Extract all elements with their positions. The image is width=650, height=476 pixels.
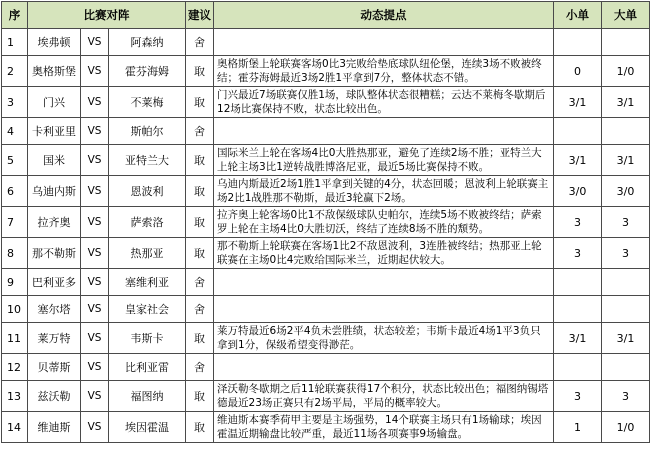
vs-label: VS	[81, 207, 109, 238]
big-bet: 3	[602, 207, 650, 238]
away-team: 比利亚雷	[109, 354, 186, 381]
away-team: 埃因霍温	[109, 412, 186, 443]
small-bet	[554, 29, 602, 56]
match-note: 国际米兰上轮在客场4比0大胜热那亚，避免了连续2场不胜；亚特兰大上轮主场3比1逆转战胜博洛尼亚，最近5场比赛保持不败。	[214, 145, 554, 176]
match-note	[214, 296, 554, 323]
small-bet	[554, 296, 602, 323]
table-row	[2, 176, 650, 207]
small-bet: 3/0	[554, 176, 602, 207]
vs-label: VS	[81, 238, 109, 269]
big-bet: 3	[602, 238, 650, 269]
match-note	[214, 118, 554, 145]
match-note: 泽沃勒冬歇期之后11轮联赛获得17个积分，状态比较出色；福图纳锡塔德最近23场正赛只有2场平局，平局的概率较大。	[214, 381, 554, 412]
vs-label: VS	[81, 29, 109, 56]
table-row	[2, 354, 650, 381]
away-team: 阿森纳	[109, 29, 186, 56]
home-team: 那不勒斯	[28, 238, 81, 269]
vs-label: VS	[81, 296, 109, 323]
match-note: 门兴最近7场联赛仅胜1场，球队整体状态很糟糕；云达不莱梅冬歇期后12场比赛保持不败，状态比较出色。	[214, 87, 554, 118]
small-bet: 3/1	[554, 87, 602, 118]
home-team: 拉齐奥	[28, 207, 81, 238]
home-team: 乌迪内斯	[28, 176, 81, 207]
vs-label: VS	[81, 87, 109, 118]
pick-value: 取	[186, 87, 214, 118]
home-team: 国米	[28, 145, 81, 176]
table-row	[2, 412, 650, 443]
row-number: 5	[2, 145, 28, 176]
match-note	[214, 354, 554, 381]
away-team: 恩波利	[109, 176, 186, 207]
big-bet	[602, 354, 650, 381]
table-row	[2, 207, 650, 238]
row-number: 12	[2, 354, 28, 381]
pick-value: 取	[186, 412, 214, 443]
home-team: 门兴	[28, 87, 81, 118]
vs-label: VS	[81, 176, 109, 207]
away-team: 皇家社会	[109, 296, 186, 323]
table-row	[2, 87, 650, 118]
row-number: 13	[2, 381, 28, 412]
big-bet: 1/0	[602, 412, 650, 443]
vs-label: VS	[81, 381, 109, 412]
match-note	[214, 269, 554, 296]
small-bet: 3/1	[554, 145, 602, 176]
header-small: 小单	[554, 2, 602, 29]
header-notes: 动态提点	[214, 2, 554, 29]
table-row	[2, 381, 650, 412]
table-header-row	[2, 2, 650, 29]
big-bet	[602, 269, 650, 296]
pick-value: 取	[186, 381, 214, 412]
pick-value: 取	[186, 323, 214, 354]
small-bet: 1	[554, 412, 602, 443]
small-bet: 3	[554, 207, 602, 238]
vs-label: VS	[81, 118, 109, 145]
pick-value: 取	[186, 56, 214, 87]
match-note: 乌迪内斯最近2场1胜1平拿到关键的4分，状态回暖；恩波利上轮联赛主场2比1战胜那不勒斯，最近3轮赢下2场。	[214, 176, 554, 207]
pick-value: 舍	[186, 269, 214, 296]
row-number: 9	[2, 269, 28, 296]
header-no: 序	[2, 2, 28, 29]
big-bet: 3/1	[602, 87, 650, 118]
header-match: 比赛对阵	[28, 2, 186, 29]
home-team: 卡利亚里	[28, 118, 81, 145]
home-team: 塞尔塔	[28, 296, 81, 323]
away-team: 萨索洛	[109, 207, 186, 238]
vs-label: VS	[81, 145, 109, 176]
pick-value: 舍	[186, 29, 214, 56]
table-row	[2, 269, 650, 296]
row-number: 4	[2, 118, 28, 145]
big-bet: 3/1	[602, 323, 650, 354]
row-number: 7	[2, 207, 28, 238]
pick-value: 舍	[186, 296, 214, 323]
vs-label: VS	[81, 56, 109, 87]
home-team: 兹沃勒	[28, 381, 81, 412]
row-number: 11	[2, 323, 28, 354]
row-number: 14	[2, 412, 28, 443]
small-bet	[554, 354, 602, 381]
match-note	[214, 29, 554, 56]
away-team: 福图纳	[109, 381, 186, 412]
home-team: 埃弗顿	[28, 29, 81, 56]
home-team: 莱万特	[28, 323, 81, 354]
table-row	[2, 323, 650, 354]
pick-value: 取	[186, 176, 214, 207]
header-pick: 建议	[186, 2, 214, 29]
small-bet: 3/1	[554, 323, 602, 354]
match-note: 那不勒斯上轮联赛在客场1比2不敌恩波利，3连胜被终结；热那亚上轮联赛在主场0比4完败给国际米兰，近期起伏较大。	[214, 238, 554, 269]
home-team: 维迪斯	[28, 412, 81, 443]
small-bet: 3	[554, 238, 602, 269]
row-number: 8	[2, 238, 28, 269]
match-note: 维迪斯本赛季荷甲主要是主场强势，14个联赛主场只有1场输球；埃因霍温近期输盘比较严重，最近11场各项赛事9场输盘。	[214, 412, 554, 443]
row-number: 10	[2, 296, 28, 323]
pick-value: 舍	[186, 118, 214, 145]
big-bet: 1/0	[602, 56, 650, 87]
vs-label: VS	[81, 269, 109, 296]
vs-label: VS	[81, 354, 109, 381]
vs-label: VS	[81, 412, 109, 443]
big-bet: 3/0	[602, 176, 650, 207]
table-row	[2, 29, 650, 56]
home-team: 奥格斯堡	[28, 56, 81, 87]
row-number: 6	[2, 176, 28, 207]
pick-value: 取	[186, 207, 214, 238]
away-team: 塞维利亚	[109, 269, 186, 296]
vs-label: VS	[81, 323, 109, 354]
big-bet: 3/1	[602, 145, 650, 176]
table-row	[2, 56, 650, 87]
table-row	[2, 238, 650, 269]
table-row	[2, 118, 650, 145]
pick-value: 取	[186, 145, 214, 176]
away-team: 不莱梅	[109, 87, 186, 118]
table-row	[2, 145, 650, 176]
small-bet	[554, 118, 602, 145]
big-bet: 3	[602, 381, 650, 412]
away-team: 韦斯卡	[109, 323, 186, 354]
away-team: 斯帕尔	[109, 118, 186, 145]
table-row	[2, 296, 650, 323]
match-note: 莱万特最近6场2平4负未尝胜绩，状态较差；韦斯卡最近4场1平3负只拿到1分，保级希望变得渺茫。	[214, 323, 554, 354]
match-note: 拉齐奥上轮客场0比1不敌保级球队史帕尔，连续5场不败被终结；萨索罗上轮在主场4比0大胜切沃，终结了连续8场不胜的颓势。	[214, 207, 554, 238]
row-number: 3	[2, 87, 28, 118]
away-team: 亚特兰大	[109, 145, 186, 176]
away-team: 霍芬海姆	[109, 56, 186, 87]
match-picks-table	[1, 1, 650, 443]
small-bet	[554, 269, 602, 296]
home-team: 贝蒂斯	[28, 354, 81, 381]
big-bet	[602, 29, 650, 56]
big-bet	[602, 296, 650, 323]
match-note: 奥格斯堡上轮联赛客场0比3完败给垫底球队纽伦堡，连续3场不败被终结；霍芬海姆最近3场2胜1平拿到7分，整体状态不错。	[214, 56, 554, 87]
row-number: 1	[2, 29, 28, 56]
away-team: 热那亚	[109, 238, 186, 269]
small-bet: 3	[554, 381, 602, 412]
pick-value: 舍	[186, 354, 214, 381]
row-number: 2	[2, 56, 28, 87]
header-big: 大单	[602, 2, 650, 29]
pick-value: 取	[186, 238, 214, 269]
home-team: 巴利亚多	[28, 269, 81, 296]
small-bet: 0	[554, 56, 602, 87]
big-bet	[602, 118, 650, 145]
